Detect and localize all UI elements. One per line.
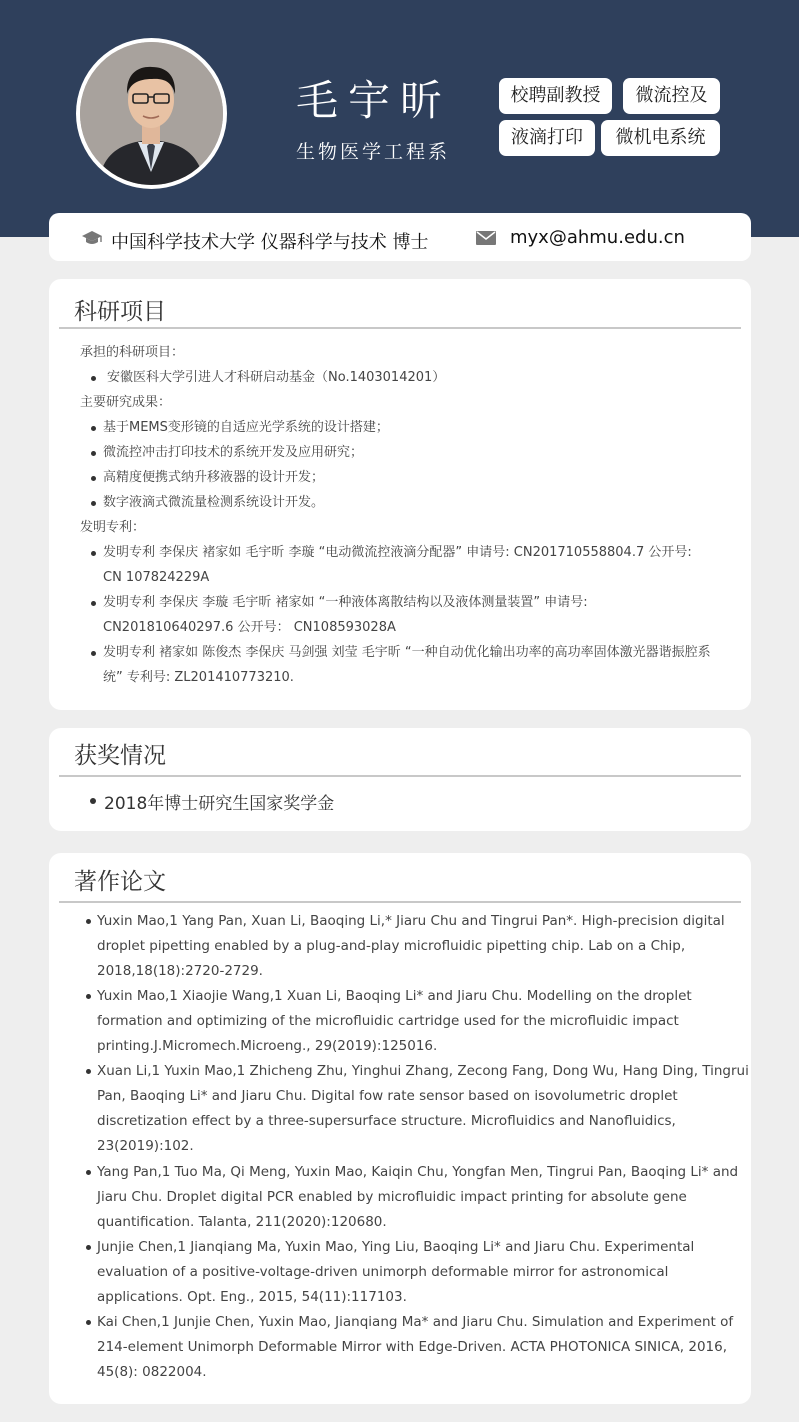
publication-line: Xuan Li,1 Yuxin Mao,1 Zhicheng Zhu, Yinghui Zhang, Zecong Fang, Dong Wu, Hang Ding, Tingrui [97,1063,749,1079]
section-divider [59,327,741,329]
tag-research-area-2: 液滴打印 [499,120,595,156]
publication-line: printing.J.Micromech.Microeng., 29(2019):125016. [97,1038,438,1054]
bullet [90,798,96,804]
publication-line: Jiaru Chu. Droplet digital PCR enabled by microfluidic impact printing for absolute gene [97,1189,687,1205]
bullet [91,651,96,656]
section-divider [59,775,741,777]
section-title-research: 科研项目 [74,299,166,325]
publication-line: Yuxin Mao,1 Yang Pan, Xuan Li, Baoqing Li,* Jiaru Chu and Tingrui Pan*. High-precision digital [97,913,725,929]
section-title-publications: 著作论文 [74,869,166,895]
section-title-awards: 获奖情况 [74,743,166,769]
list-item: 发明专利 李保庆 李璇 毛宇昕 褚家如 “一种液体离散结构以及液体测量装置” 申请号: [103,595,588,610]
envelope-icon [476,231,496,245]
publication-line: discretization effect by a three-supersurface structure. Microfluidics and Nanofluidics, [97,1113,676,1129]
list-item: 基于MEMS变形镜的自适应光学系统的设计搭建； [103,420,389,435]
contact-bar [49,213,751,261]
patents-label: 发明专利： [80,520,146,535]
list-item-continued: CN 107824229A [103,570,210,585]
person-name: 毛宇昕 [296,76,453,125]
list-item: 安徽医科大学引进人才科研启动基金（No.1403014201） [107,370,446,385]
list-item: 数字液滴式微流量检测系统设计开发。 [103,495,325,510]
email-address[interactable]: myx@ahmu.edu.cn [510,227,685,248]
results-label: 主要研究成果： [80,395,172,410]
publication-line: 45(8): 0822004. [97,1364,207,1380]
bullet [91,451,96,456]
list-item: 2018年博士研究生国家奖学金 [104,794,335,814]
publication-line: 214-element Unimorph Deformable Mirror with Edge-Driven. ACTA PHOTONICA SINICA, 2016, [97,1339,727,1355]
publication-line: evaluation of a positive-voltage-driven unimorph deformable mirror for astronomical [97,1264,669,1280]
publications-card [49,853,751,1404]
bullet [91,476,96,481]
list-item-continued: CN201810640297.6 公开号： CN108593028A [103,620,396,635]
publication-line: 23(2019):102. [97,1138,194,1154]
publication-line: applications. Opt. Eng., 2015, 54(11):117103. [97,1289,407,1305]
research-card [49,279,751,710]
publication-line: Pan, Baoqing Li* and Jiaru Chu. Digital fow rate sensor based on isovolumetric droplet [97,1088,678,1104]
portrait-photo [80,42,223,185]
publication-line: Kai Chen,1 Junjie Chen, Yuxin Mao, Jianqiang Ma* and Jiaru Chu. Simulation and Experiment of [97,1314,734,1330]
section-divider [59,901,741,903]
publication-line: quantification. Talanta, 211(2020):120680. [97,1214,387,1230]
tag-research-area-3: 微机电系统 [601,120,720,156]
bullet [91,426,96,431]
tag-title: 校聘副教授 [499,78,612,114]
graduation-cap-icon [81,230,103,246]
avatar [76,38,227,189]
bullet [86,1320,91,1325]
bullet [86,1170,91,1175]
list-item: 高精度便携式纳升移液器的设计开发； [103,470,325,485]
department-name: 生物医学工程系 [296,141,451,163]
list-item: 发明专利 褚家如 陈俊杰 李保庆 马剑强 刘莹 毛宇昕 “一种自动优化输出功率的高功率固体激光器谐振腔系 [103,645,711,660]
awards-card [49,728,751,831]
publication-line: formation and optimizing of the microfluidic cartridge used for the microfluidic impact [97,1013,679,1029]
publication-line: Yang Pan,1 Tuo Ma, Qi Meng, Yuxin Mao, Kaiqin Chu, Yongfan Men, Tingrui Pan, Baoqing Li* and [97,1164,739,1180]
bullet [86,994,91,999]
bullet [91,376,96,381]
publication-line: droplet pipetting enabled by a plug-and-play microfluidic pipetting chip. Lab on a Chip, [97,938,686,954]
bullet [91,501,96,506]
projects-label: 承担的科研项目： [80,345,185,360]
list-item: 微流控冲击打印技术的系统开发及应用研究； [103,445,364,460]
bullet [86,1069,91,1074]
publication-line: 2018,18(18):2720-2729. [97,963,263,979]
list-item-continued: 统” 专利号: ZL201410773210. [103,670,294,685]
bullet [91,601,96,606]
tag-research-area-1: 微流控及 [623,78,720,114]
bullet [86,1245,91,1250]
education-info: 中国科学技术大学 仪器科学与技术 博士 [111,232,429,253]
publication-line: Yuxin Mao,1 Xiaojie Wang,1 Xuan Li, Baoqing Li* and Jiaru Chu. Modelling on the droplet [97,988,692,1004]
bullet [86,919,91,924]
list-item: 发明专利 李保庆 褚家如 毛宇昕 李璇 “电动微流控液滴分配器” 申请号: CN201710558804.7 公开号: [103,545,692,560]
bullet [91,551,96,556]
publication-line: Junjie Chen,1 Jianqiang Ma, Yuxin Mao, Ying Liu, Baoqing Li* and Jiaru Chu. Experimental [97,1239,695,1255]
